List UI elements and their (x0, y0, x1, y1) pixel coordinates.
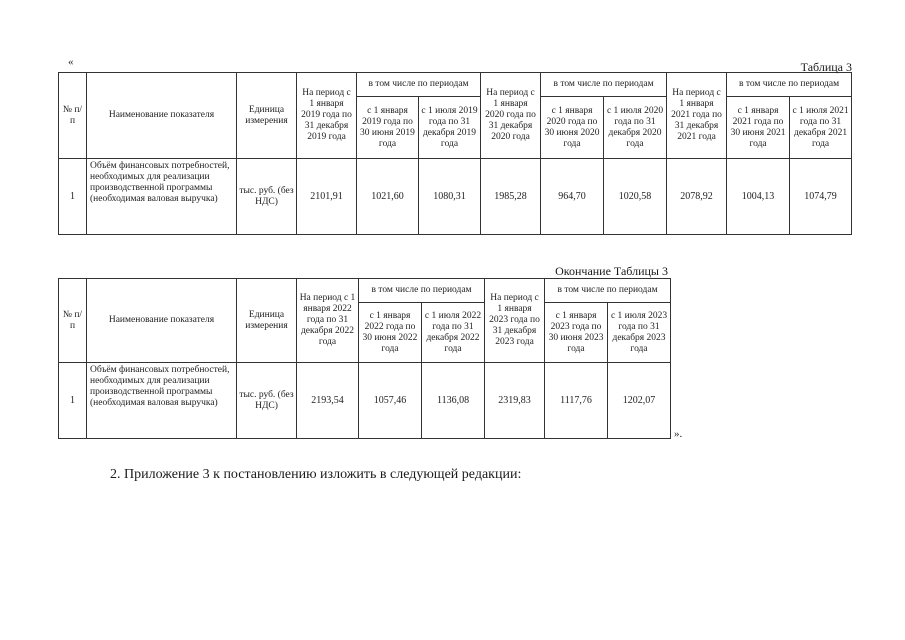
closing-quote: ». (674, 428, 683, 440)
row-unit: тыс. руб. (без НДС) (237, 363, 297, 439)
header-h2-2022: с 1 июля 2022 года по 31 декабря 2022 года (422, 303, 485, 363)
header-year-2020: На период с 1 января 2020 года по 31 декабря 2020 года (481, 73, 541, 159)
header-unit: Единица измерения (237, 279, 297, 363)
row-num: 1 (59, 159, 87, 235)
value-h2-2023: 1202,07 (608, 363, 671, 439)
value-h1-2023: 1117,76 (545, 363, 608, 439)
value-2022: 2193,54 (297, 363, 359, 439)
value-2021: 2078,92 (667, 159, 727, 235)
row-name: Объём финансовых потребностей, необходимых для реализации производственной программы (необходимая валовая выручка) (87, 159, 237, 235)
table-row (59, 363, 671, 439)
header-incl-2019: в том числе по периодам (357, 73, 481, 97)
value-2020: 1985,28 (481, 159, 541, 235)
header-h2-2023: с 1 июля 2023 года по 31 декабря 2023 года (608, 303, 671, 363)
value-h1-2019: 1021,60 (357, 159, 419, 235)
table-3-end (58, 278, 671, 439)
table-3-end-caption: Окончание Таблицы 3 (555, 264, 668, 278)
header-h1-2022: с 1 января 2022 года по 30 июня 2022 года (359, 303, 422, 363)
value-h2-2020: 1020,58 (604, 159, 667, 235)
header-unit: Единица измерения (237, 73, 297, 159)
value-h2-2022: 1136,08 (422, 363, 485, 439)
header-year-2019: На период с 1 января 2019 года по 31 декабря 2019 года (297, 73, 357, 159)
header-name: Наименование показателя (87, 279, 237, 363)
value-h1-2021: 1004,13 (727, 159, 790, 235)
header-h2-2021: с 1 июля 2021 года по 31 декабря 2021 года (790, 97, 852, 159)
table-header-row (59, 73, 852, 97)
table-3 (58, 72, 852, 235)
header-year-2023: На период с 1 января 2023 года по 31 декабря 2023 года (485, 279, 545, 363)
header-incl-2023: в том числе по периодам (545, 279, 671, 303)
table-row (59, 159, 852, 235)
header-incl-2021: в том числе по периодам (727, 73, 852, 97)
paragraph-text: 2. Приложение 3 к постановлению изложить в следующей редакции: (110, 467, 522, 482)
header-h1-2020: с 1 января 2020 года по 30 июня 2020 года (541, 97, 604, 159)
header-incl-2022: в том числе по периодам (359, 279, 485, 303)
row-name: Объём финансовых потребностей, необходимых для реализации производственной программы (необходимая валовая выручка) (87, 363, 237, 439)
header-h1-2023: с 1 января 2023 года по 30 июня 2023 года (545, 303, 608, 363)
opening-quote: « (68, 56, 74, 68)
value-2023: 2319,83 (485, 363, 545, 439)
value-h1-2020: 964,70 (541, 159, 604, 235)
value-h2-2021: 1074,79 (790, 159, 852, 235)
header-year-2022: На период с 1 января 2022 года по 31 декабря 2022 года (297, 279, 359, 363)
header-year-2021: На период с 1 января 2021 года по 31 декабря 2021 года (667, 73, 727, 159)
row-unit: тыс. руб. (без НДС) (237, 159, 297, 235)
header-h1-2021: с 1 января 2021 года по 30 июня 2021 года (727, 97, 790, 159)
table-3-caption: Таблица 3 (800, 60, 852, 74)
value-h2-2019: 1080,31 (419, 159, 481, 235)
value-2019: 2101,91 (297, 159, 357, 235)
header-num: № п/п (59, 279, 87, 363)
header-name: Наименование показателя (87, 73, 237, 159)
header-incl-2020: в том числе по периодам (541, 73, 667, 97)
table-header-row (59, 279, 671, 303)
header-h2-2020: с 1 июля 2020 года по 31 декабря 2020 года (604, 97, 667, 159)
header-h2-2019: с 1 июля 2019 года по 31 декабря 2019 года (419, 97, 481, 159)
header-h1-2019: с 1 января 2019 года по 30 июня 2019 года (357, 97, 419, 159)
header-num: № п/п (59, 73, 87, 159)
row-num: 1 (59, 363, 87, 439)
value-h1-2022: 1057,46 (359, 363, 422, 439)
